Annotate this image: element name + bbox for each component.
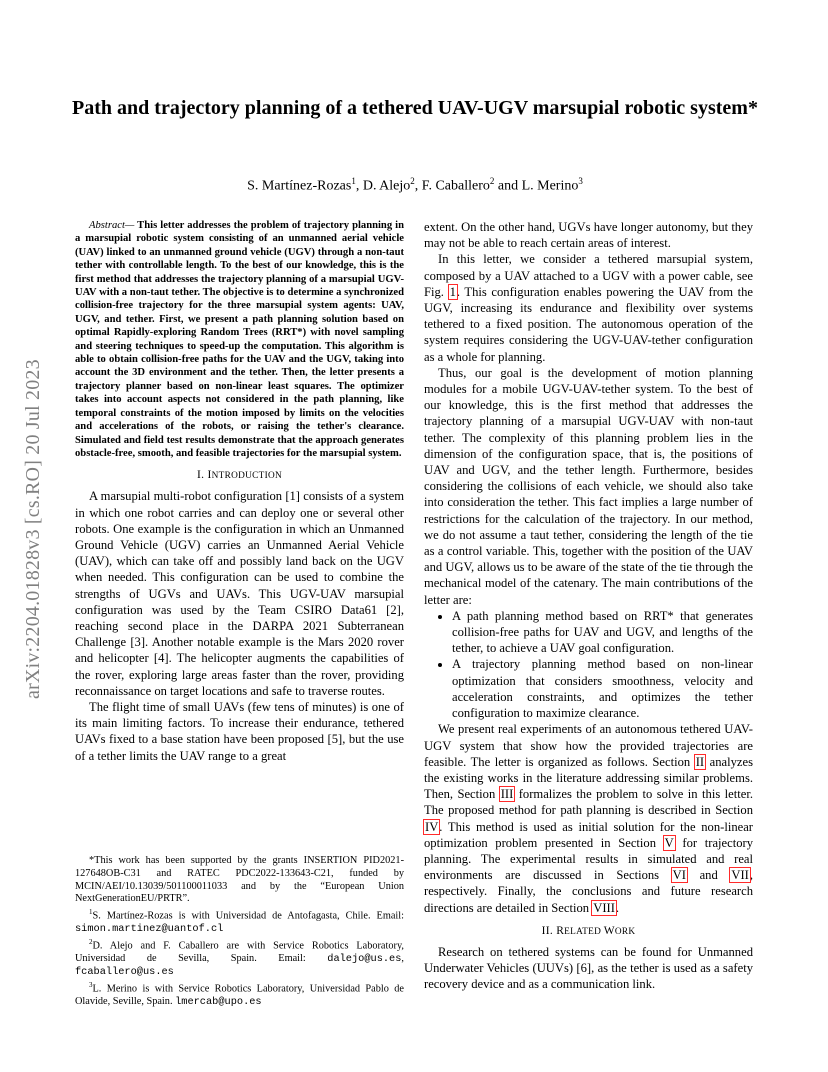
abstract — [75, 219, 404, 460]
author-separator: , — [355, 178, 363, 194]
list-item: • A path planning method based on RRT* that generates collision-free paths for UAV and UGV, and lengths of the tether, to achieve a UAV goal configuration. — [452, 608, 753, 657]
footnote-mark: 2 — [89, 938, 93, 947]
contributions-list — [424, 608, 753, 721]
intro-paragraph: The flight time of small UAVs (few tens of minutes) is one of its main limiting factors. To increase their endurance, tethered UAVs fixed to a base station have been proposed [5], but the use of a tether limits the UAV range to a great — [75, 699, 404, 763]
paragraph-text: , respectively. Finally, the conclusions and future research directions are detailed in Section — [424, 868, 753, 915]
intro-paragraph: A marsupial multi-robot configuration [1] consists of a system in which one robot carries and can deploy one or several other robots. One example is the configuration in which an Unmanned Ground Vehicle (UGV) carries an Unmanned Aerial Vehicle (UAV), which can take off and possibly land back on the UGV when needed. This configuration can be used to combine the strengths of UGVs and UAVs. This UGV-UAV marsupial configuration was used by the Team CSIRO Data61 [2], reaching second place in the DARPA 2021 Subterranean Challenge [3]. Another notable example is the Mars 2020 rover and helicopter [4]. The helicopter augments the capabilities of the rover, exploring large areas faster than the rover, providing reconnaissance on target locations and safe to traverse routes. — [75, 489, 404, 698]
heading-rest: NTRODUCTION — [211, 471, 283, 482]
intro-paragraph: Thus, our goal is the development of motion planning modules for a mobile UGV-UAV-tether system. To the best of our knowledge, this is the first method that addresses the trajectory planning of a marsupial UGV-UAV with non-taut tether. The complexity of this planning problem lies in the dimension of the configuration space, that is, the positions of UAV and UGV, and the tether length. Furthermore, besides considering the collisions of each vehicle, we should also take into consideration the tether. This fact implies a large number of restrictions for the calculation of the trajectory. In our method, we do not assume a taut tether, considering the length of the tie as a control variable. This, together with the position of the UAV and UGV, allows us to be aware of the state of the tie through the mechanical model of the catenary. The main contributions of the letter are: — [424, 365, 753, 607]
section-number: II. — [541, 924, 557, 937]
intro-paragraph — [424, 251, 753, 364]
footnote-text: S. Martínez-Rozas is with Universidad de Antofagasta, Chile. Email: — [92, 910, 404, 922]
email-link[interactable]: simon.martinez@uantof.cl — [75, 923, 224, 936]
footnote-text: L. Merino is with Service Robotics Laboratory, Universidad Pablo de Olavide, Seville, Spain. — [75, 983, 404, 1008]
email-link[interactable]: fcaballero@us.es — [75, 966, 174, 979]
email-link[interactable]: dalejo@us.es — [327, 953, 402, 966]
heading-rest: ORK — [614, 926, 636, 937]
paragraph-text: for trajectory planning. The experimental results in simulated and real environments are discussed in Sections — [424, 835, 753, 883]
arxiv-identifier-stamp[interactable]: arXiv:2204.01828v3 [cs.RO] 20 Jul 2023 — [22, 359, 44, 699]
section-ref-link[interactable]: V — [664, 835, 674, 850]
funding-footnote: *This work has been supported by the grants INSERTION PID2021-127648OB-C31 and RATEC PDC2022-133643-C21, funded by MCIN/AEI/10.13039/501100011033 and by the “European Union NextGenerationEU/PRTR”. — [75, 855, 404, 905]
affiliation-mark: 2 — [489, 176, 495, 186]
section-ref-link[interactable]: VII — [731, 868, 749, 883]
left-column — [75, 219, 404, 764]
section-number: I. — [196, 469, 208, 482]
heading-initial: I — [207, 469, 212, 482]
right-column — [424, 219, 753, 992]
intro-paragraph — [424, 721, 753, 915]
paragraph-text: . This method is used as initial solution for the non-linear optimization problem presented in Section — [424, 819, 753, 850]
figure-ref-link[interactable]: 1 — [449, 284, 456, 299]
affiliation-footnote — [75, 906, 404, 936]
footnote-mark: 1 — [89, 908, 93, 917]
affiliation-mark: 2 — [410, 176, 415, 186]
heading-initial: W — [603, 924, 615, 937]
footnote-text: D. Alejo and F. Caballero are with Service Robotics Laboratory, Universidad de Sevilla, Spain. Email: — [75, 940, 404, 965]
heading-rest: ELATED — [564, 926, 604, 937]
author-name: L. Merino — [521, 178, 579, 194]
paragraph-text: . — [615, 900, 620, 915]
paragraph-text: formalizes the problem to solve in this letter. The proposed method for path planning is described in Section — [424, 787, 753, 818]
section-ref-link[interactable]: VI — [672, 868, 686, 883]
section-ref-link[interactable]: VIII — [593, 900, 615, 915]
list-item: • A trajectory planning method based on non-linear optimization that considers smoothness, velocity and acceleration constraints, and optimizes the tether configuration to maximize clearance. — [452, 656, 753, 721]
affiliation-mark: 1 — [351, 176, 356, 186]
affiliation-footnote — [75, 979, 404, 1009]
section-ref-link[interactable]: III — [500, 787, 514, 802]
author-name: S. Martínez-Rozas — [247, 178, 352, 194]
author-name: D. Alejo — [362, 178, 411, 194]
footnotes — [75, 855, 404, 1009]
section-ref-link[interactable]: IV — [425, 819, 439, 834]
email-separator: , — [401, 953, 404, 965]
author-separator: , — [414, 178, 422, 194]
abstract-text: This letter addresses the problem of trajectory planning in a marsupial robotic system consisting of an unmanned aerial vehicle (UAV) linked to an unmanned ground vehicle (UGV) through a non-taut tether with controllable length. To the best of our knowledge, this is the first method that addresses the trajectory planning of a marsupial UGV-UAV with a non-taut tether. The objective is to determine a synchronized collision-free trajectory for the three marsupial system agents: UAV, UGV, and tether. First, we present a path planning solution based on optimal Rapidly-exploring Random Trees (RRT*) with novel sampling and steering techniques to speed-up the computation. This algorithm is able to obtain collision-free paths for the UAV and the UGV, taking into account the 3D environment and the tether. Then, the letter presents a trajectory planner based on non-linear least squares. The optimizer takes into account aspects not considered in the path planning, like temporal constraints of the motion imposed by limits on the velocities and accelerations of the robots, or raising the tether's clearance. Simulated and field test results demonstrate that the approach generates obstacle-free, smooth, and feasible trajectories for the marsupial system. — [75, 220, 404, 459]
author-separator: and — [494, 178, 522, 194]
intro-paragraph: extent. On the other hand, UGVs have longer autonomy, but they may not be able to reach certain areas of interest. — [424, 220, 753, 251]
paragraph-text: In this letter, we consider a tethered marsupial system, composed by a UAV attached to a UGV with a power cable, see Fig. — [424, 252, 753, 299]
affiliation-mark: 3 — [578, 176, 583, 186]
abstract-label: Abstract— — [89, 220, 135, 231]
email-link[interactable]: lmercab@upo.es — [175, 996, 262, 1009]
affiliation-footnote — [75, 936, 404, 979]
section-heading-related-work — [424, 925, 753, 937]
paragraph-text: and — [686, 868, 731, 883]
author-name: F. Caballero — [421, 178, 490, 194]
author-list — [70, 172, 760, 196]
related-work-paragraph: Research on tethered systems can be found for Unmanned Underwater Vehicles (UUVs) [6], as the tether is used as a safety recovery device and as a communication link. — [424, 944, 753, 992]
section-ref-link[interactable]: II — [695, 754, 705, 769]
heading-initial: R — [556, 924, 565, 937]
paragraph-text: analyzes the existing works in the literature addressing similar problems. Then, Section — [424, 754, 753, 802]
paragraph-text: . This configuration enables powering the UAV from the UGV, increasing its endurance and flexibility over systems tethered to a fixed position. The autonomous operation of the system requires considering the UGV-UAV-tether configuration as a whole for planning. — [424, 284, 753, 364]
section-heading-introduction — [75, 469, 404, 481]
footnote-mark: 3 — [89, 981, 93, 990]
paper-title: Path and trajectory planning of a tethered UAV-UGV marsupial robotic system* — [72, 97, 758, 119]
paragraph-text: We present real experiments of an autonomous tethered UAV-UGV system that show how the provided trajectories are feasible. The letter is organized as follows. Section — [424, 722, 753, 769]
